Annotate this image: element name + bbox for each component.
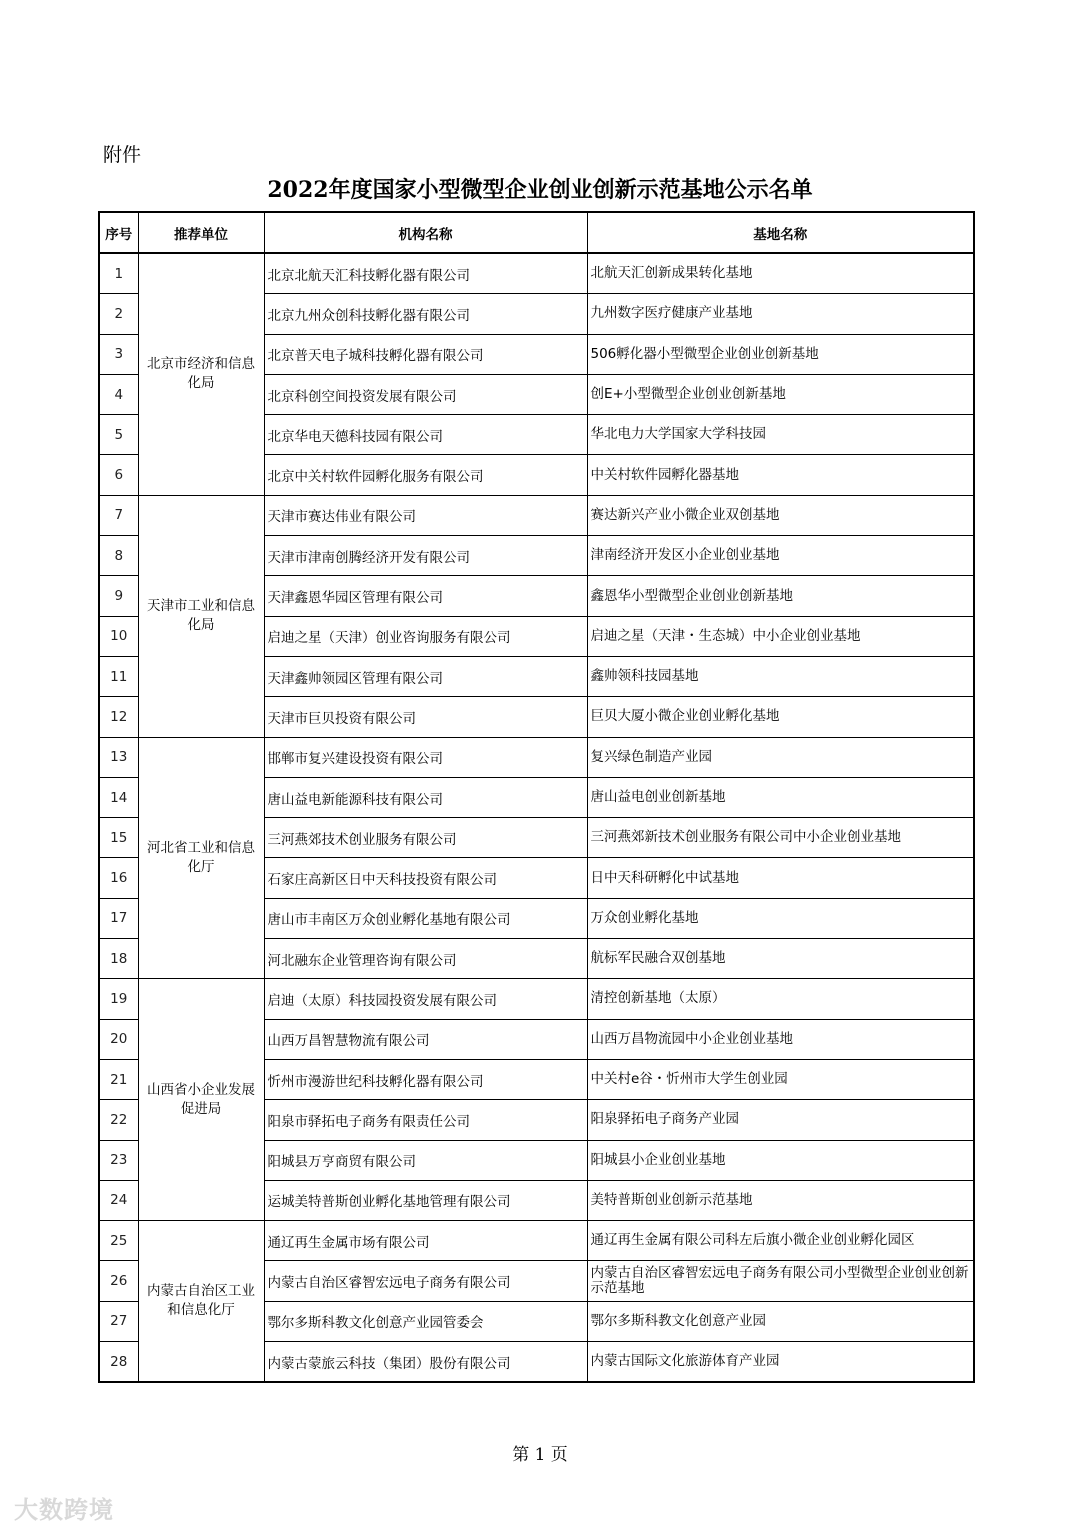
base-name: 唐山益电创业创新基地 [587, 777, 974, 817]
organization-name: 启迪之星（天津）创业咨询服务有限公司 [264, 616, 587, 656]
base-name: 巨贝大厦小微企业创业孵化基地 [587, 697, 974, 737]
row-number: 25 [99, 1221, 138, 1261]
organization-name: 通辽再生金属市场有限公司 [264, 1221, 587, 1261]
table-row [99, 1221, 974, 1261]
organization-name: 内蒙古蒙旅云科技（集团）股份有限公司 [264, 1342, 587, 1383]
organization-name: 唐山市丰南区万众创业孵化基地有限公司 [264, 898, 587, 938]
base-name: 津南经济开发区小企业创业基地 [587, 536, 974, 576]
table-header-row [99, 212, 974, 253]
row-number: 19 [99, 979, 138, 1019]
row-number: 24 [99, 1180, 138, 1220]
table-row [99, 495, 974, 535]
page-number: 第 1 页 [512, 1445, 568, 1465]
organization-name: 运城美特普斯创业孵化基地管理有限公司 [264, 1180, 587, 1220]
recommending-unit: 北京市经济和信息化局 [138, 253, 264, 495]
organization-name: 启迪（太原）科技园投资发展有限公司 [264, 979, 587, 1019]
base-name: 三河燕郊新技术创业服务有限公司中小企业创业基地 [587, 818, 974, 858]
row-number: 28 [99, 1342, 138, 1383]
row-number: 4 [99, 374, 138, 414]
organization-name: 天津鑫帅领园区管理有限公司 [264, 656, 587, 696]
recommending-unit: 内蒙古自治区工业和信息化厅 [138, 1221, 264, 1383]
base-name: 美特普斯创业创新示范基地 [587, 1180, 974, 1220]
organization-name: 三河燕郊技术创业服务有限公司 [264, 818, 587, 858]
organization-name: 唐山益电新能源科技有限公司 [264, 777, 587, 817]
base-name: 航标军民融合双创基地 [587, 939, 974, 979]
organization-name: 阳泉市驿拓电子商务有限责任公司 [264, 1100, 587, 1140]
base-name: 中关村软件园孵化器基地 [587, 455, 974, 495]
row-number: 5 [99, 415, 138, 455]
table-row [99, 737, 974, 777]
organization-name: 北京普天电子城科技孵化器有限公司 [264, 334, 587, 374]
base-name: 创E+小型微型企业创业创新基地 [587, 374, 974, 414]
organization-name: 阳城县万亨商贸有限公司 [264, 1140, 587, 1180]
organization-name: 河北融东企业管理咨询有限公司 [264, 939, 587, 979]
row-number: 21 [99, 1059, 138, 1099]
organization-name: 鄂尔多斯科教文化创意产业园管委会 [264, 1301, 587, 1341]
organization-name: 天津市津南创腾经济开发有限公司 [264, 536, 587, 576]
base-name: 北航天汇创新成果转化基地 [587, 253, 974, 294]
row-number: 8 [99, 536, 138, 576]
organization-name: 天津鑫恩华园区管理有限公司 [264, 576, 587, 616]
row-number: 3 [99, 334, 138, 374]
row-number: 26 [99, 1261, 138, 1301]
base-name: 通辽再生金属有限公司科左后旗小微企业创业孵化园区 [587, 1221, 974, 1261]
column-header-unit: 推荐单位 [138, 212, 264, 253]
base-name: 日中天科研孵化中试基地 [587, 858, 974, 898]
organization-name: 内蒙古自治区睿智宏远电子商务有限公司 [264, 1261, 587, 1301]
attachment-label: 附件 [103, 144, 142, 166]
column-header-base: 基地名称 [587, 212, 974, 253]
row-number: 7 [99, 495, 138, 535]
row-number: 15 [99, 818, 138, 858]
organization-name: 山西万昌智慧物流有限公司 [264, 1019, 587, 1059]
base-name: 启迪之星（天津・生态城）中小企业创业基地 [587, 616, 974, 656]
organization-name: 北京华电天德科技园有限公司 [264, 415, 587, 455]
recommending-unit: 山西省小企业发展促进局 [138, 979, 264, 1221]
organization-name: 忻州市漫游世纪科技孵化器有限公司 [264, 1059, 587, 1099]
row-number: 2 [99, 294, 138, 334]
organization-name: 天津市赛达伟业有限公司 [264, 495, 587, 535]
row-number: 13 [99, 737, 138, 777]
organization-name: 邯郸市复兴建设投资有限公司 [264, 737, 587, 777]
organization-name: 北京科创空间投资发展有限公司 [264, 374, 587, 414]
recommending-unit: 河北省工业和信息化厅 [138, 737, 264, 979]
base-name: 万众创业孵化基地 [587, 898, 974, 938]
base-name: 山西万昌物流园中小企业创业基地 [587, 1019, 974, 1059]
base-name: 赛达新兴产业小微企业双创基地 [587, 495, 974, 535]
organization-name: 北京北航天汇科技孵化器有限公司 [264, 253, 587, 294]
row-number: 6 [99, 455, 138, 495]
row-number: 9 [99, 576, 138, 616]
base-name: 复兴绿色制造产业园 [587, 737, 974, 777]
row-number: 11 [99, 656, 138, 696]
page-title: 2022年度国家小型微型企业创业创新示范基地公示名单 [267, 177, 813, 203]
base-name: 阳城县小企业创业基地 [587, 1140, 974, 1180]
row-number: 10 [99, 616, 138, 656]
base-list-table [98, 211, 975, 1383]
row-number: 23 [99, 1140, 138, 1180]
organization-name: 天津市巨贝投资有限公司 [264, 697, 587, 737]
base-name: 鑫恩华小型微型企业创业创新基地 [587, 576, 974, 616]
base-name: 506孵化器小型微型企业创业创新基地 [587, 334, 974, 374]
organization-name: 北京中关村软件园孵化服务有限公司 [264, 455, 587, 495]
row-number: 20 [99, 1019, 138, 1059]
table-body [99, 253, 974, 1382]
table-row [99, 979, 974, 1019]
base-name: 内蒙古自治区睿智宏远电子商务有限公司小型微型企业创业创新示范基地 [587, 1261, 974, 1301]
row-number: 1 [99, 253, 138, 294]
recommending-unit: 天津市工业和信息化局 [138, 495, 264, 737]
base-name: 内蒙古国际文化旅游体育产业园 [587, 1342, 974, 1383]
row-number: 27 [99, 1301, 138, 1341]
organization-name: 北京九州众创科技孵化器有限公司 [264, 294, 587, 334]
base-name: 中关村e谷・忻州市大学生创业园 [587, 1059, 974, 1099]
base-name: 阳泉驿拓电子商务产业园 [587, 1100, 974, 1140]
column-header-no: 序号 [99, 212, 138, 253]
organization-name: 石家庄高新区日中天科技投资有限公司 [264, 858, 587, 898]
row-number: 16 [99, 858, 138, 898]
row-number: 14 [99, 777, 138, 817]
base-name: 九州数字医疗健康产业基地 [587, 294, 974, 334]
row-number: 18 [99, 939, 138, 979]
table-row [99, 253, 974, 294]
row-number: 22 [99, 1100, 138, 1140]
base-name: 鄂尔多斯科教文化创意产业园 [587, 1301, 974, 1341]
watermark-logo: 大数跨境 [14, 1496, 114, 1524]
row-number: 12 [99, 697, 138, 737]
row-number: 17 [99, 898, 138, 938]
column-header-org: 机构名称 [264, 212, 587, 253]
base-name: 清控创新基地（太原） [587, 979, 974, 1019]
base-name: 鑫帅领科技园基地 [587, 656, 974, 696]
base-name: 华北电力大学国家大学科技园 [587, 415, 974, 455]
